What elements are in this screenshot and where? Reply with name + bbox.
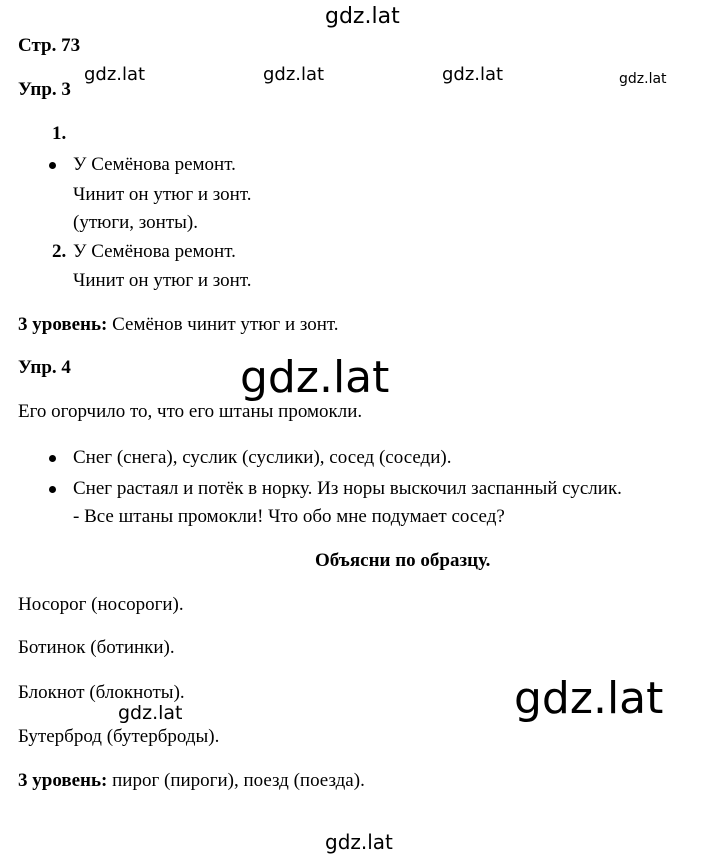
exercise-3-bullet-line-3: (утюги, зонты). [73,212,198,233]
word-list-item: Блокнот (блокноты). [18,682,185,703]
exercise-3-item-1-number: 1. [52,123,67,144]
exercise-4-level-3 [18,771,365,790]
exercise-3-item-2-number: 2. [52,241,67,262]
exercise-4-bullet-2-line-2: - Все штаны промокли! Что обо мне подумает сосед? [73,506,505,527]
exercise-4-title: Упр. 4 [18,357,71,378]
level-3-text: пирог (пироги), поезд (поезда). [107,770,365,791]
exercise-3-bullet-line-2: Чинит он утюг и зонт. [73,184,252,205]
watermark-large-right: gdz.lat [514,673,664,724]
level-3-label: 3 уровень: [18,314,108,335]
exercise-3-item-2-line-1: У Семёнова ремонт. [73,241,236,262]
word-list-item: Бутерброд (бутерброды). [18,726,220,747]
word-list-item: Носорог (носороги). [18,594,184,615]
level-3-text: Семёнов чинит утюг и зонт. [107,314,339,335]
watermark-row-2: gdz.lat [263,64,325,85]
exercise-3-item-2-line-2: Чинит он утюг и зонт. [73,270,252,291]
bullet-icon [49,486,56,493]
watermark-row-1: gdz.lat [84,64,146,85]
watermark-row-4: gdz.lat [619,71,667,87]
exercise-3-bullet-line-1: У Семёнова ремонт. [73,154,236,175]
bullet-icon [49,455,56,462]
level-3-label: 3 уровень: [18,770,108,791]
exercise-4-sentence: Его огорчило то, что его штаны промокли. [18,401,363,422]
exercise-3-level-3 [18,315,339,334]
exercise-4-bullet-2-line-1: Снег растаял и потёк в норку. Из норы выскочил заспанный суслик. [73,478,622,499]
exercise-4-heading: Объясни по образцу. [315,550,491,571]
watermark-top: gdz.lat [325,4,400,29]
exercise-3-title: Упр. 3 [18,79,71,100]
exercise-4-bullet-1: Снег (снега), суслик (суслики), сосед (соседи). [73,447,452,468]
watermark-row-3: gdz.lat [442,64,504,85]
watermark-large-center: gdz.lat [240,352,390,403]
watermark-bottom: gdz.lat [325,830,393,854]
page-number: Стр. 73 [18,35,81,56]
watermark-small-left: gdz.lat [118,702,183,724]
bullet-icon [49,162,56,169]
word-list-item: Ботинок (ботинки). [18,637,175,658]
